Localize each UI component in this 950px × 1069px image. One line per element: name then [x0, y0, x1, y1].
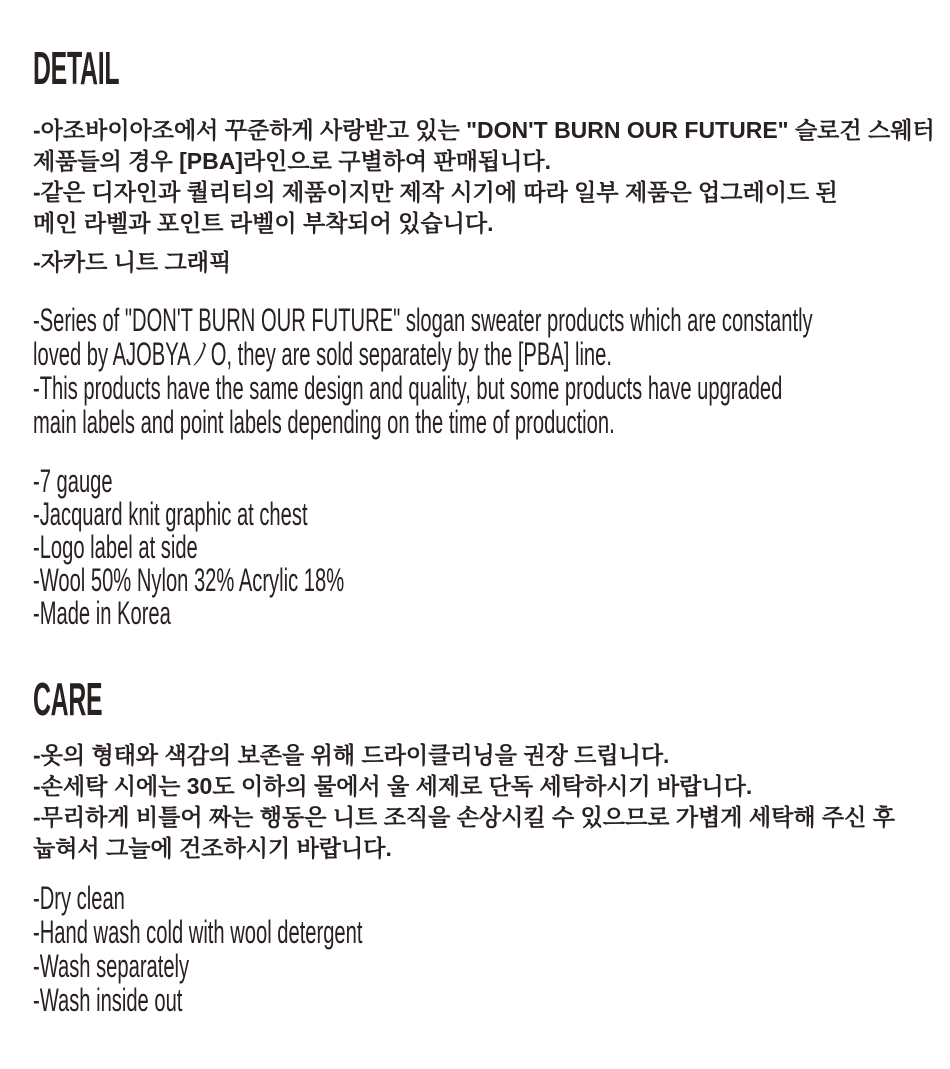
detail-korean-intro-line: 제품들의 경우 [PBA]라인으로 구별하여 판매됩니다.	[33, 148, 551, 174]
care-item-wash-inside-out: -Wash inside out	[33, 982, 183, 1018]
care-korean-line: -손세탁 시에는 30도 이하의 물에서 울 세제로 단독 세탁하시기 바랍니다.	[33, 773, 753, 799]
detail-korean-fabric-line: -자카드 니트 그래픽	[33, 249, 232, 275]
spec-item-graphic: -Jacquard knit graphic at chest	[33, 496, 308, 532]
care-item-dry-clean: -Dry clean	[33, 880, 125, 916]
detail-english-intro-line: loved by AJOBYAノO, they are sold separately by the [PBA] line.	[33, 336, 612, 372]
detail-korean-intro-line: 메인 라벨과 포인트 라벨이 부착되어 있습니다.	[33, 210, 494, 236]
care-item-wash-separately: -Wash separately	[33, 948, 190, 984]
care-korean-instructions	[33, 740, 920, 864]
spec-item-material: -Wool 50% Nylon 32% Acrylic 18%	[33, 562, 345, 598]
care-heading: CARE	[33, 673, 103, 725]
care-item-hand-wash: -Hand wash cold with wool detergent	[33, 914, 363, 950]
detail-korean-intro-line: -아조바이아조에서 꾸준하게 사랑받고 있는 "DON'T BURN OUR FUTURE" 슬로건 스웨터	[33, 117, 935, 143]
detail-spec-list	[33, 465, 592, 630]
detail-korean-fabric-note	[33, 247, 920, 278]
detail-english-intro-line: main labels and point labels depending on the time of production.	[33, 404, 615, 440]
care-korean-line: 눕혀서 그늘에 건조하시기 바랍니다.	[33, 835, 392, 861]
spec-item-origin: -Made in Korea	[33, 595, 171, 631]
detail-korean-intro	[33, 115, 935, 239]
detail-english-intro	[33, 302, 813, 440]
spec-item-label: -Logo label at side	[33, 529, 198, 565]
detail-english-intro-line: -Series of "DON'T BURN OUR FUTURE" slogan sweater products which are constantly	[33, 302, 813, 338]
detail-english-intro-line: -This products have the same design and quality, but some products have upgraded	[33, 370, 783, 406]
care-korean-line: -무리하게 비틀어 짜는 행동은 니트 조직을 손상시킬 수 있으므로 가볍게 세탁해 주신 후	[33, 804, 895, 830]
detail-korean-intro-line: -같은 디자인과 퀄리티의 제품이지만 제작 시기에 따라 일부 제품은 업그레이드 된	[33, 179, 838, 205]
detail-heading: DETAIL	[33, 42, 120, 94]
spec-item-gauge: -7 gauge	[33, 463, 113, 499]
care-english-instructions	[33, 881, 592, 1017]
care-korean-line: -옷의 형태와 색감의 보존을 위해 드라이클리닝을 권장 드립니다.	[33, 742, 670, 768]
